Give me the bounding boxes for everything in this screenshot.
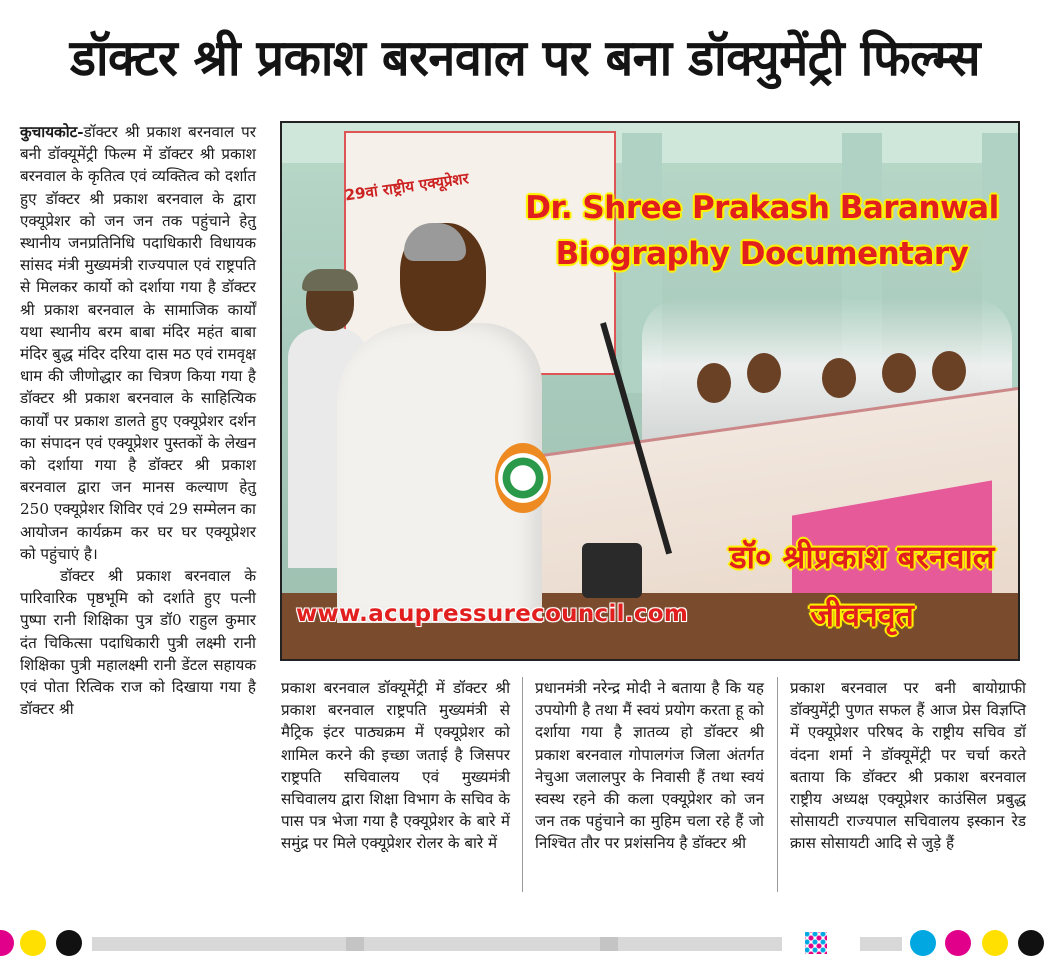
news-photo <box>280 121 1020 661</box>
dateline: कुचायकोट- <box>20 123 84 141</box>
photo-overlay-hindi-line2: जीवनवृत <box>810 596 914 634</box>
black-dot <box>56 930 82 956</box>
photo-person-head <box>747 353 781 393</box>
grey-segment <box>600 937 618 951</box>
photo-overlay-hindi-line1: डॉ० श्रीप्रकाश बरनवाल <box>729 538 995 576</box>
grey-bar <box>92 937 782 951</box>
photo-overlay-title <box>512 185 1012 277</box>
photo-person-head <box>882 353 916 393</box>
photo-banner-text: 29वां राष्ट्रीय एक्यूप्रेशर <box>343 169 470 205</box>
photo-guard-cap <box>302 269 358 291</box>
yellow-dot <box>982 930 1008 956</box>
black-dot <box>1018 930 1044 956</box>
article-paragraph-2: डॉक्टर श्री प्रकाश बरनवाल के पारिवारिक पृष्ठभूमि को दर्शाते हुए पत्नी पुष्पा रानी शिक्षिका पुत्र डॉ0 राहुल कुमार दंत चिकित्सा पदाधिकारी पुत्री लक्ष्मी रानी शिक्षिका पुत्री महालक्ष्मी रानी डेंटल सहायक एवं पोता रित्विक राज को दिखाया गया है डॉक्टर श्री <box>20 567 256 719</box>
page-top-mark <box>520 0 580 10</box>
article-paragraph-1-text: डॉक्टर श्री प्रकाश बरनवाल पर बनी डॉक्यूमेंट्री फिल्म में डॉक्टर श्री प्रकाश बरनवाल के कृतित्व एवं व्यक्तित्व को दर्शात हुए डॉक्टर श्री प्रकाश बरनवाल के द्वारा एक्यूप्रेशर को जन जन तक पहुंचाने हेतु स्थानीय जनप्रतिनिधि पदाधिकारी विधायक सांसद मंत्री मुख्यमंत्री राज्यपाल एवं राष्ट्रपति से मिलकर कार्यो को दर्शाया गया है डॉक्टर श्री प्रकाश बरनवाल के सामाजिक कार्यों यथा स्थानीय बरम बाबा मंदिर महंत बाबा मंदिर बुद्ध मंदिर दरिया दास मठ एवं रामवृक्ष धाम की जीणोद्धार का चित्रण किया गया है डॉक्टर श्री प्रकाश बरनवाल के साहित्यिक कार्यों पर प्रकाश डालते हुए एक्यूप्रेशर दर्शन का संपादन एवं एक्यूप्रेशर पुस्तकों के लेखन को दर्शाया गया है डॉक्टर श्री प्रकाश बरनवाल द्वारा जन मानस कल्याण हेतु 250 एक्यूप्रेशर शिविर एवं 29 सम्मेलन का आयोजन कार्यक्रम कर घर घर एक्यूप्रेशर को पहुंचाएं है। <box>20 123 256 563</box>
print-registration-bar <box>0 930 1050 960</box>
photo-person-head <box>932 351 966 391</box>
headline: डॉक्टर श्री प्रकाश बरनवाल पर बना डॉक्युमेंट्री फिल्म्स <box>69 29 981 87</box>
photo-rosette-badge <box>495 443 551 513</box>
column-divider <box>522 677 523 892</box>
magenta-dot <box>945 930 971 956</box>
magenta-dot <box>0 930 14 956</box>
grey-segment <box>346 937 364 951</box>
grey-bar <box>860 937 902 951</box>
article-column-bottom-3: प्रकाश बरनवाल पर बनी बायोग्राफी डॉक्युमेंट्री पुणत सफल हैं आज प्रेस विज्ञप्ति में एक्यूप्रेशर परिषद के राष्ट्रीय सचिव डॉ वंदना शर्मा ने डॉक्यूमेंट्री पर चर्चा करते बताया कि डॉक्टर श्री प्रकाश बरनवाल राष्ट्रीय अध्यक्ष एक्यूप्रेशर काउंसिल प्रबुद्ध सोसायटी राज्यपाल सचिवालय इस्कान रेड क्रास सोसायटी आदि से जुड़े हैं <box>790 679 1026 853</box>
photo-person-head <box>822 358 856 398</box>
photo-overlay-title-line1: Dr. Shree Prakash Baranwal <box>525 190 999 226</box>
photo-overlay-hindi <box>702 528 1020 644</box>
yellow-dot <box>20 930 46 956</box>
photo-overlay-url: www.acupressurecouncil.com <box>296 601 689 627</box>
photo-overlay-title-line2: Biography Documentary <box>555 236 969 272</box>
photo-mic-base <box>582 543 642 598</box>
article-paragraph-1 <box>20 121 256 565</box>
photo-person-head <box>697 363 731 403</box>
article-column-left <box>20 121 256 720</box>
registration-target <box>805 932 827 954</box>
article-column-bottom-1: प्रकाश बरनवाल डॉक्यूमेंट्री में डॉक्टर श्री प्रकाश बरनवाल राष्ट्रपति मुख्यमंत्री से मैट्रिक इंटर पाठ्यक्रम में एक्यूप्रेशर को शामिल करने की इच्छा जताई है जिसपर राष्ट्रपति सचिवालय एवं मुख्यमंत्री सचिवालय द्वारा शिक्षा विभाग के सचिव के पास पत्र भेजा गया है एक्यूप्रेशर के बारे में समुंद्र पर मिले एक्यूप्रेशर रोलर के बारे में <box>281 679 510 853</box>
cyan-dot <box>910 930 936 956</box>
article-column-bottom-2: प्रधानमंत्री नरेन्द्र मोदी ने बताया है कि यह उपयोगी है तथा मैं स्वयं प्रयोग करता हू को दर्शाया गया है ज्ञातव्य हो डॉक्टर श्री प्रकाश बरनवाल गोपालगंज जिला अंतर्गत नेचुआ जलालपुर के निवासी हैं तथा स्वयं स्वस्थ रहने की कला एक्यूप्रेशर को जन जन तक पहुंचाने का मुहिम चला रहे हैं जो निश्चित तौर पर प्रशंसनिय है डॉक्टर श्री <box>535 679 764 853</box>
column-divider <box>777 677 778 892</box>
